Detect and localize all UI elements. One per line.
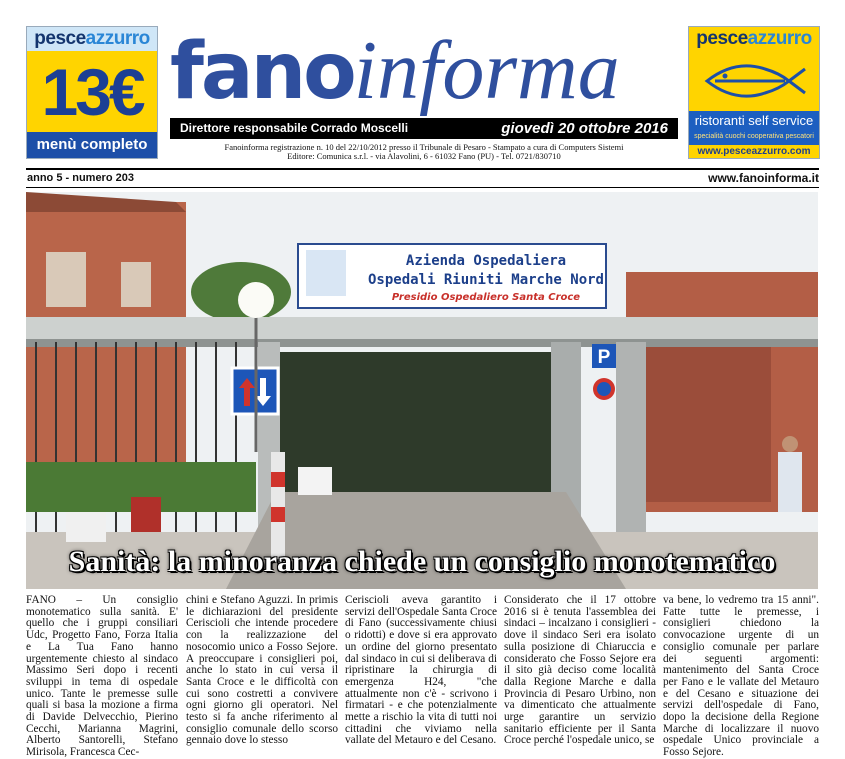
ad-subtitle: menù completo bbox=[27, 132, 157, 158]
article-column-1: FANO – Un consiglio monotematico sulla sanità. E' quello che i gruppi consiliari Udc, Progetto Fano, Forza Italia e La Tua Fano hanno urgentemente chiesto al sindaco Massimo Seri dopo i recenti sviluppi in tema di ospedale unico. Tante le premesse sulle quali si basa la mozione a firma di Davide Delvecchio, Pierino Cecchi, Marianna Magrini, Alberto Santorelli, Stefano Mirisola, Francesca Cec- bbox=[26, 594, 178, 759]
ad-slogan-text: ristoranti self service bbox=[694, 113, 814, 128]
fish-logo bbox=[689, 51, 819, 111]
article-body bbox=[26, 594, 819, 759]
website-link[interactable]: www.fanoinforma.it bbox=[708, 171, 819, 185]
article-column-4: Considerato che il 17 ottobre 2016 si è tenuta l'assemblea dei sindaci – incalzano i consiglieri - dove il sindaco Seri era isolato sulla posizione di Chiaruccia e considerato che Fosso Sejore era il sito già deciso come località dalla Regione Marche e dalla Provincia di Pesaro Urbino, non va dimenticato che attualmente urge garantire un servizio sanitario efficiente per il Santa Croce perché l'ospedale unico, se bbox=[504, 594, 656, 747]
director-credit: Direttore responsabile Corrado Moscelli bbox=[180, 121, 409, 135]
newspaper-logo[interactable] bbox=[170, 22, 680, 120]
rule-top bbox=[26, 168, 819, 170]
masthead-bar bbox=[170, 118, 678, 139]
article-headline[interactable]: Sanità: la minoranza chiede un consiglio monotematico bbox=[68, 545, 776, 578]
logo-part-1: fano bbox=[170, 27, 354, 117]
logo-part-2: informa bbox=[353, 24, 620, 117]
ad-price: 13€ bbox=[41, 55, 143, 129]
issue-date: giovedì 20 ottobre 2016 bbox=[501, 120, 668, 137]
article-column-5: va bene, lo vedremo tra 15 anni". Fatte tutte le premesse, i consiglieri chiedono la convocazione urgente di un consiglio comunale per parlare dei seguenti argomenti: mantenimento del Santa Croce per Fano e le vallate del Metauro e del Cesano e situazione dei servizi dell'ospedale di Fano, dopo la decisione della Regione Marche di localizzare il nuovo ospedale Unico provinciale a Fosso Sejore. bbox=[663, 594, 819, 759]
article-column-3: Ceriscioli aveva garantito i servizi dell'Ospedale Santa Croce di Fano (successivamente chiusi o ridotti) e dove si era approvato un ordine del giorno presentato dal sindaco in cui si deliberava di ripristinare la chirurgia di emergenza H24, "che attualmente non c'è - scrivono i firmatari - e che potenzialmente mette a rischio la vita di tutti noi cittadini che viviamo nella vallate del Metauro e del Cesano. bbox=[345, 594, 497, 747]
ad-brand bbox=[27, 27, 157, 51]
ad-brand-part-1: pesce bbox=[34, 28, 86, 49]
rule-bottom bbox=[26, 187, 819, 188]
hospital-entrance-photo bbox=[26, 192, 818, 589]
ad-url-link[interactable]: www.pesceazzurro.com bbox=[689, 145, 819, 158]
ad-brand bbox=[689, 27, 819, 51]
sign-line-2: Ospedali Riuniti Marche Nord bbox=[367, 272, 605, 288]
sign-line-1: Azienda Ospedaliera bbox=[405, 253, 567, 269]
pesceazzurro-ad-left[interactable] bbox=[26, 26, 158, 159]
photo-illustration bbox=[26, 192, 818, 589]
issue-number: anno 5 - numero 203 bbox=[27, 172, 134, 184]
ad-brand-part-1: pesce bbox=[696, 28, 748, 49]
registration-line-1: Fanoinforma registrazione n. 10 del 22/10/2012 presso il Tribunale di Pesaro - Stampato a cura di Computers Sistemi bbox=[224, 142, 624, 152]
registration-line-2: Editore: Comunica s.r.l. - via Alavolini, 6 - 61032 Fano (PU) - Tel. 0721/830710 bbox=[287, 151, 561, 161]
pesceazzurro-ad-right[interactable] bbox=[688, 26, 820, 159]
parking-sign-letter: P bbox=[597, 347, 611, 368]
ad-slogan-small: specialità cuochi cooperativa pescatori bbox=[694, 133, 814, 140]
ad-brand-part-2: azzurro bbox=[747, 28, 812, 49]
article-column-2: chini e Stefano Aguzzi. In primis le dichiarazioni del presidente Ceriscioli che intende procedere con la realizzazione del nosocomio unico a Fosso Sejore. A preoccupare i consiglieri poi, anche lo stato in cui versa il Santa Croce e le difficoltà con cui sono costretti a convivere ogni giorno gli operatori. Nel testo si fa anche riferimento al consiglio comunale dello scorso gennaio dove lo stesso bbox=[186, 594, 338, 747]
ad-slogan bbox=[689, 111, 819, 147]
sign-line-3: Presidio Ospedaliero Santa Croce bbox=[391, 292, 581, 303]
ad-brand-part-2: azzurro bbox=[85, 28, 150, 49]
fish-icon bbox=[701, 59, 809, 103]
